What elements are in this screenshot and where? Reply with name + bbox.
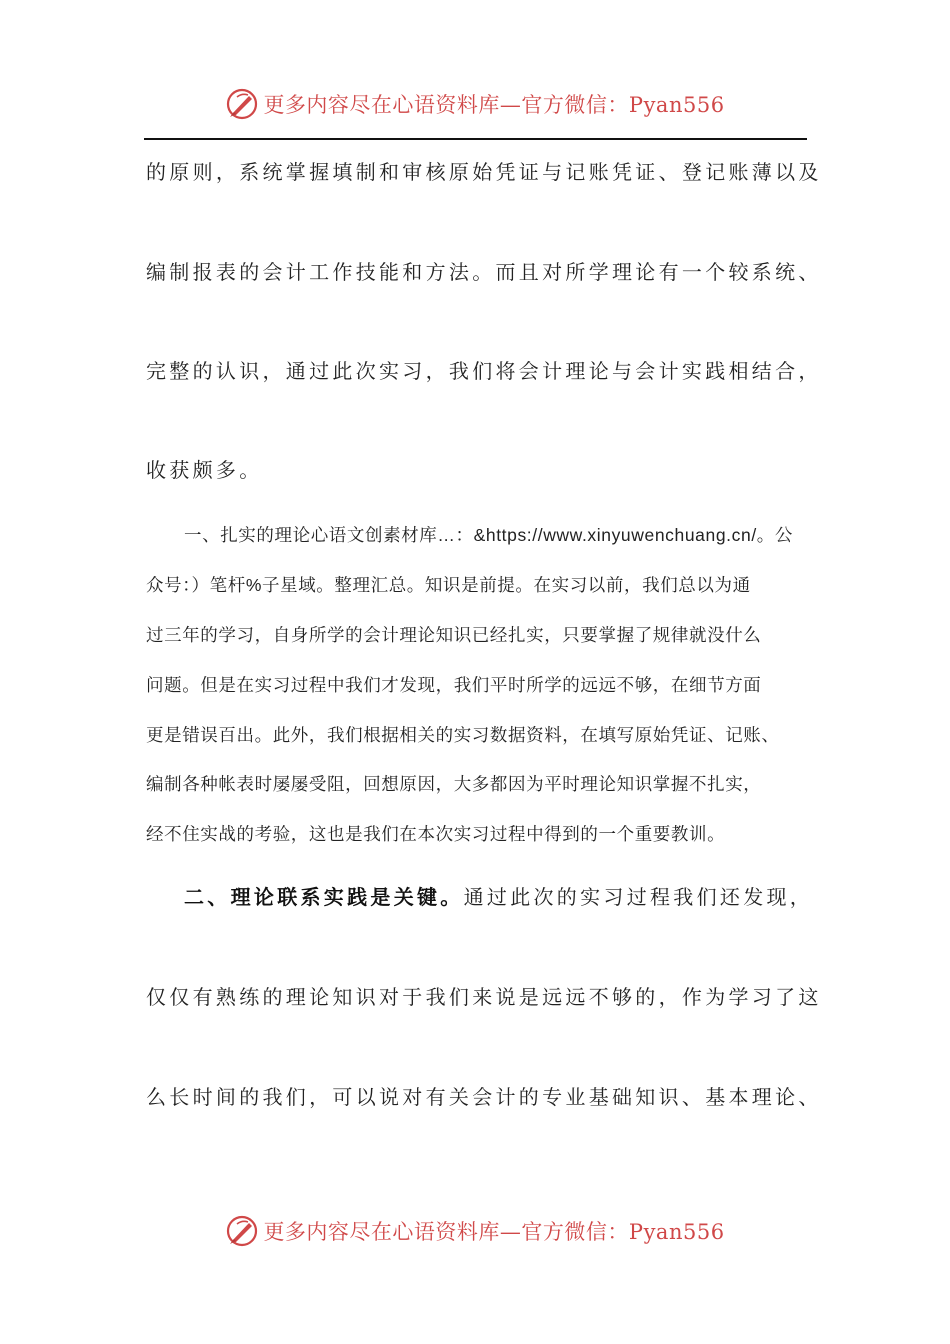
- footer-banner: [0, 1211, 950, 1251]
- section-two-heading: 二、理论联系实践是关键。: [184, 885, 464, 909]
- section-two-line: [184, 882, 813, 912]
- body-line-4: 收获颇多。: [146, 458, 263, 482]
- section-two-line-2: 仅仅有熟练的理论知识对于我们来说是远远不够的，作为学习了这: [146, 985, 822, 1009]
- pen-logo-icon: [225, 87, 259, 121]
- body-line-1: 的原则，系统掌握填制和审核原始凭证与记账凭证、登记账薄以及: [146, 160, 822, 184]
- footer-banner-text: 更多内容尽在心语资料库—官方微信：Pyan556: [263, 1220, 725, 1244]
- dense-line-4: 问题。但是在实习过程中我们才发现，我们平时所学的远远不够，在细节方面: [146, 675, 762, 695]
- section-two-lead: 通过此次的实习过程我们还发现，: [463, 885, 814, 909]
- dense-line-6: 编制各种帐表时屡屡受阻，回想原因，大多都因为平时理论知识掌握不扎实，: [146, 774, 762, 794]
- header-banner-text: 更多内容尽在心语资料库—官方微信：Pyan556: [263, 93, 725, 117]
- dense-line-3: 过三年的学习，自身所学的会计理论知识已经扎实，只要掌握了规律就没什么: [146, 625, 762, 645]
- dense-line-5: 更是错误百出。此外，我们根据相关的实习数据资料，在填写原始凭证、记账、: [146, 725, 780, 745]
- header-divider: [144, 138, 807, 140]
- dense-line-2: 众号：）笔杆%子星域。整理汇总。知识是前提。在实习以前，我们总以为通: [146, 575, 751, 595]
- header-banner: [0, 84, 950, 124]
- dense-line-1: 一、扎实的理论心语文创素材库…：&https://www.xinyuwenchuang.cn/。公: [184, 525, 793, 545]
- dense-line-7: 经不住实战的考验，这也是我们在本次实习过程中得到的一个重要教训。: [146, 824, 726, 844]
- body-line-2: 编制报表的会计工作技能和方法。而且对所学理论有一个较系统、: [146, 260, 822, 284]
- section-two-line-3: 么长时间的我们，可以说对有关会计的专业基础知识、基本理论、: [146, 1085, 822, 1109]
- body-line-3: 完整的认识，通过此次实习，我们将会计理论与会计实践相结合，: [146, 359, 822, 383]
- pen-logo-icon: [225, 1214, 259, 1248]
